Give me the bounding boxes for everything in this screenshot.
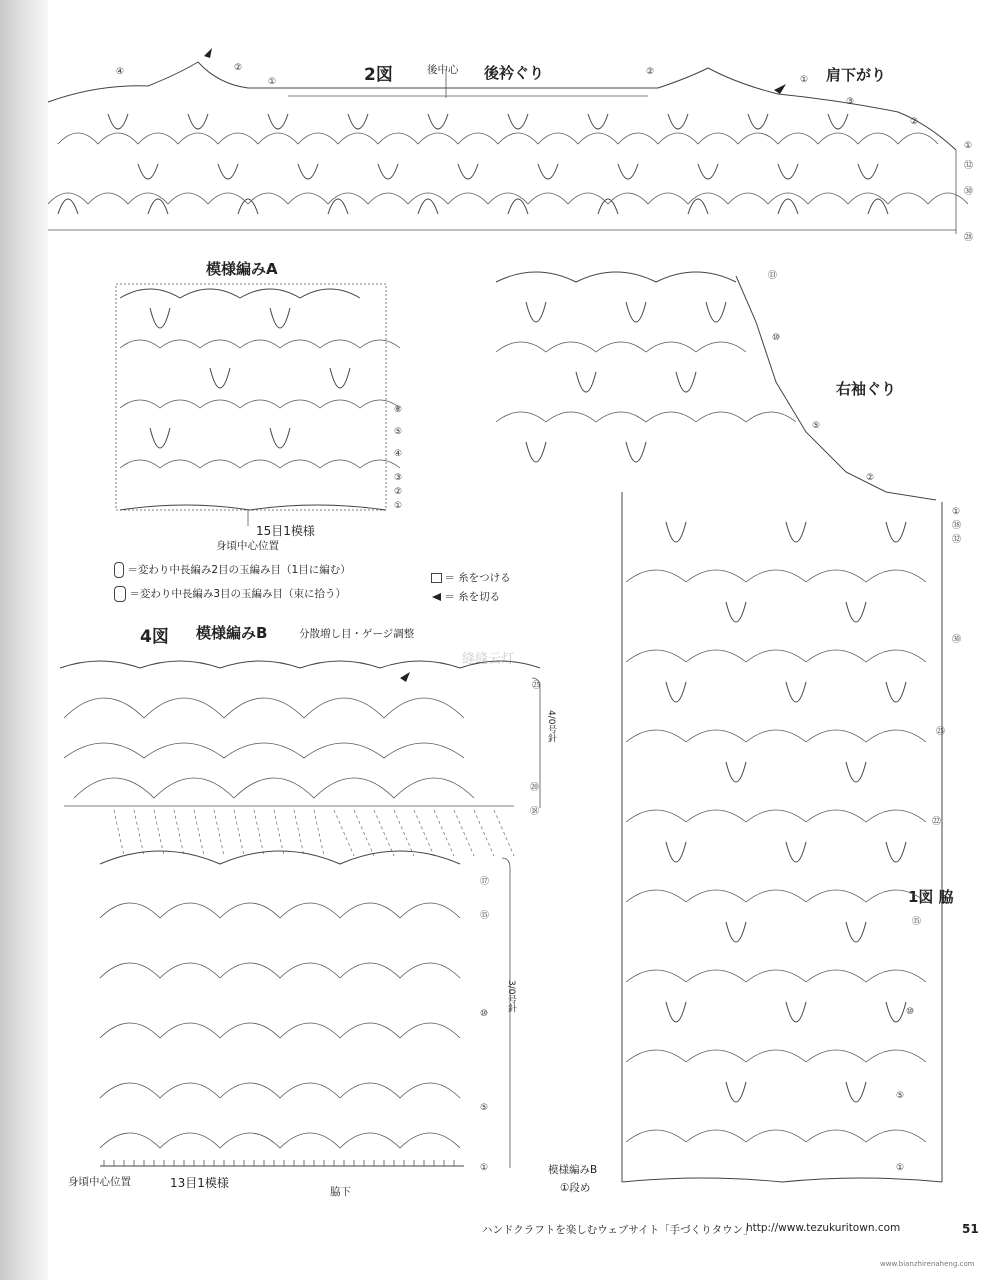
attach-yarn-icon [432, 574, 441, 582]
fig4-note: 分散増し目・ゲージ調整 [299, 628, 415, 640]
fig4-lower-row-5: ⑤ [480, 1103, 489, 1113]
fig2-pineapple-row-3 [58, 199, 888, 214]
legend-item-2 [114, 586, 346, 602]
fig1-row-5-upper: ⑤ [812, 421, 821, 431]
patternA-repeat-label: 15目1模様 [256, 524, 315, 538]
fig1-crochet-chart [486, 262, 966, 1192]
fig1-pineapple-columns [666, 522, 906, 1102]
fig1-patternB-label: 模様編みB [548, 1164, 598, 1176]
puff-3-icon [114, 586, 126, 602]
cut-yarn-icon [432, 593, 441, 601]
fig2-right-mark-1b: ① [964, 141, 973, 151]
fig1-row-32: ㉜ [952, 535, 962, 545]
fig2-right-mark-30: ㉚ [964, 187, 974, 197]
fig4-subtitle: 模様編みB [196, 624, 268, 642]
fig4-center-pos-label: 身頃中心位置 [68, 1176, 131, 1188]
fig2-pineapple-row-1 [108, 114, 848, 129]
fig2-right-mark-2b: ② [910, 117, 919, 127]
fig2-center-label: 後中心 [427, 64, 459, 76]
fig2-fan-row-1 [58, 133, 938, 144]
fig2-left-mark-1: ① [268, 77, 277, 87]
fig1-row-1: ① [896, 1163, 905, 1173]
fig4-upper-row-20: ⑳ [530, 783, 540, 793]
fig2-right-mark-2a: ② [646, 67, 655, 77]
patternA-row-3: ③ [394, 473, 403, 483]
legend-cut-text: ＝ 糸を切る [444, 591, 501, 603]
fig4-upper-row-25: ㉕ [532, 681, 542, 691]
fig1-row-38: ㊳ [952, 521, 962, 531]
fig2-cut-marker-left [204, 48, 212, 58]
fig4-lower-row-15: ⑮ [480, 911, 490, 921]
fig1-row-22: ㉒ [932, 817, 942, 827]
fig1-row-13: ⑬ [768, 271, 778, 281]
patternA-row-2: ② [394, 487, 403, 497]
fig4-repeat-label: 13目1模様 [170, 1176, 229, 1190]
legend-item-1-text: ＝変わり中長編み2目の玉編み目（1目に編む） [127, 564, 351, 576]
patternA-center-pos-label: 身頃中心位置 [216, 540, 279, 552]
fig2-right-mark-1a: ① [800, 75, 809, 85]
fig2-right-mark-32: ㉜ [964, 161, 974, 171]
fig1-row1-label: ①段め [560, 1182, 591, 1194]
fig1-row-5: ⑤ [896, 1091, 905, 1101]
fig1-armhole-label: 右袖ぐり [836, 380, 897, 398]
fig4-distribution-lines [114, 810, 514, 856]
fig1-row-1-top: ① [952, 507, 961, 517]
fig1-row-30: ㉚ [952, 635, 962, 645]
fig2-left-mark-4: ④ [116, 67, 125, 77]
fig2-title: 2図 [364, 65, 393, 85]
patternA-row-4: ④ [394, 449, 403, 459]
fig1-title-text: 1図 [908, 888, 934, 906]
fig1-row-2-upper: ② [866, 473, 875, 483]
fig1-row-25: ㉕ [936, 727, 946, 737]
fig1-row-10-upper: ⑩ [772, 333, 781, 343]
legend-item-2-text: ＝変わり中長編み3目の玉編み目（束に拾う） [129, 588, 347, 600]
fig4-lower-row-1: ① [480, 1163, 489, 1173]
fig4-lower-needle: 3/0号針 [506, 980, 516, 1013]
fig2-shoulder-label: 肩下がり [826, 66, 887, 84]
fig2-cut-marker-right [774, 84, 786, 94]
fig4-upper-row-18: ⑱ [530, 807, 540, 817]
fig1-side-label: 脇 [938, 888, 954, 906]
fig4-lower-row-17: ⑰ [480, 877, 490, 887]
fig4-underarm-label: 脇下 [330, 1186, 351, 1198]
fig2-neck-label: 後衿ぐり [484, 64, 545, 82]
patternA-row-1: ① [394, 501, 403, 511]
fig2-right-mark-3: ③ [846, 97, 855, 107]
fig2-right-mark-28: ㉘ [964, 233, 974, 243]
footer-url[interactable]: http://www.tezukuritown.com [746, 1222, 901, 1234]
fig4-upper-needle: 4/0号針 [546, 710, 556, 743]
watermark: 缝缝云灯 [462, 652, 515, 667]
footer-site-text: ハンドクラフトを楽しむウェブサイト「手づくりタウン」 [482, 1224, 754, 1236]
legend-item-1 [114, 562, 351, 578]
fig2-fan-row-2 [48, 193, 968, 204]
page-number: 51 [962, 1222, 979, 1236]
fig4-crochet-chart [54, 648, 554, 1188]
fig4-lower-row-10: ⑩ [480, 1009, 489, 1019]
patternA-row-5: ⑤ [394, 427, 403, 437]
puff-2-icon [114, 562, 124, 578]
patternA-title: 模様編みA [206, 260, 278, 278]
legend-attach-text: ＝ 糸をつける [444, 572, 511, 584]
patternA-row-6: ⑥ [394, 405, 403, 415]
fig2-crochet-chart [38, 54, 974, 254]
fig1-row-10: ⑩ [906, 1007, 915, 1017]
fig2-left-mark-2: ② [234, 63, 243, 73]
footer-small-credit: www.bianzhirenaheng.com [880, 1260, 975, 1268]
fig1-row-15: ⑮ [912, 917, 922, 927]
fig4-cut-marker [400, 672, 410, 682]
fig4-title: 4図 [140, 627, 169, 647]
fig2-pineapple-row-2 [138, 164, 878, 179]
patternA-crochet-chart [110, 278, 420, 534]
